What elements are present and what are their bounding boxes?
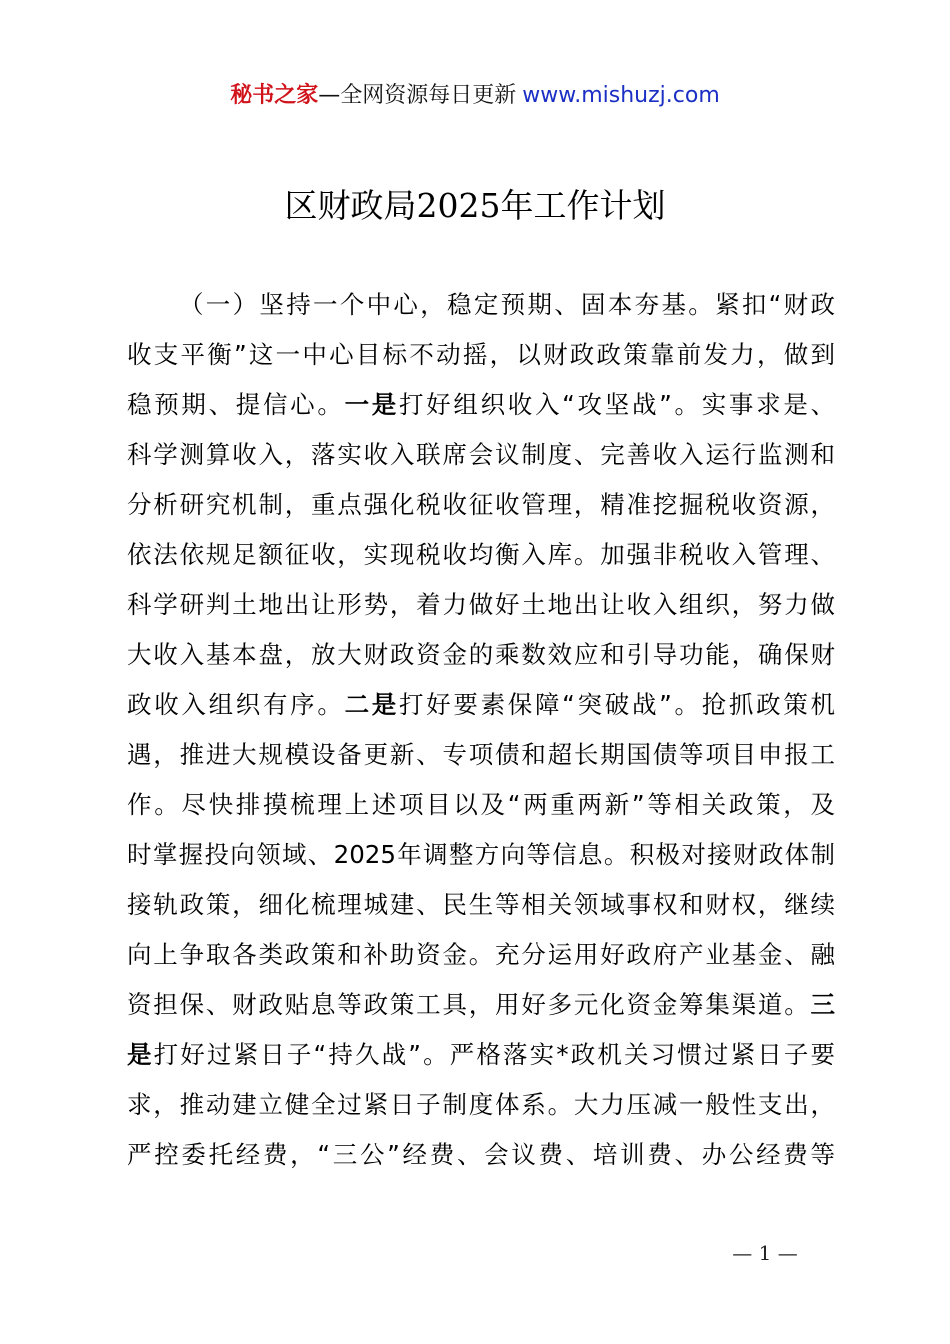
body-text-line: 科学研判土地出让形势，着力做好土地出让收入组织，努力做 (127, 590, 835, 619)
body-text-line: 作。尽快排摸梳理上述项目以及“两重两新”等相关政策，及 (127, 790, 835, 819)
body-text-line: 收支平衡”这一中心目标不动摇，以财政政策靠前发力，做到 (127, 340, 835, 369)
body-text-line (127, 980, 835, 1030)
site-url-link[interactable]: www.mishuzj.com (522, 83, 720, 108)
site-banner (0, 80, 950, 112)
body-text-line: 大收入基本盘，放大财政资金的乘数效应和引导功能，确保财 (127, 640, 835, 669)
body-text-line (127, 1030, 835, 1080)
body-text-segment: 稳预期、提信心。 (127, 390, 345, 419)
page-number: — 1 — (732, 1241, 798, 1265)
body-text-segment: 打好组织收入“攻坚战”。实事求是、 (398, 390, 836, 419)
body-text-line (127, 680, 835, 730)
emphasis-label: 二是 (344, 690, 399, 719)
body-text-line: 遇，推进大规模设备更新、专项债和超长期国债等项目申报工 (127, 740, 835, 769)
body-text-segment: 资担保、财政贴息等政策工具，用好多元化资金筹集渠道。 (127, 990, 811, 1019)
body-text-line: 依法依规足额征收，实现税收均衡入库。加强非税收入管理、 (127, 540, 835, 569)
body-text-line (127, 380, 835, 430)
site-tagline: —全网资源每日更新 (318, 83, 517, 108)
body-text-line: （一）坚持一个中心，稳定预期、固本夯基。紧扣“财政 (179, 290, 835, 319)
emphasis-label: 三 (810, 990, 835, 1019)
body-text-line: 分析研究机制，重点强化税收征收管理，精准挖掘税收资源， (127, 490, 835, 519)
emphasis-label: 一是 (344, 390, 399, 419)
emphasis-label: 是 (127, 1040, 154, 1069)
document-title: 区财政局2025年工作计划 (284, 186, 666, 225)
body-text-line: 接轨政策，细化梳理城建、民生等相关领域事权和财权，继续 (127, 890, 835, 919)
body-text-segment: 打好要素保障“突破战”。抢抓政策机 (398, 690, 836, 719)
body-text-line: 严控委托经费，“三公”经费、会议费、培训费、办公经费等 (127, 1140, 835, 1169)
body-text-segment: 政收入组织有序。 (127, 690, 345, 719)
body-text-line: 科学测算收入，落实收入联席会议制度、完善收入运行监测和 (127, 440, 835, 469)
body-text-line: 向上争取各类政策和补助资金。充分运用好政府产业基金、融 (127, 940, 835, 969)
site-brand-name: 秘书之家 (230, 83, 319, 108)
document-body (127, 280, 835, 1180)
body-text-segment: 打好过紧日子“持久战”。严格落实*政机关习惯过紧日子要 (153, 1040, 836, 1069)
body-text-line: 求，推动建立健全过紧日子制度体系。大力压减一般性支出， (127, 1090, 835, 1119)
body-text-line: 时掌握投向领域、2025年调整方向等信息。积极对接财政体制 (127, 840, 835, 869)
